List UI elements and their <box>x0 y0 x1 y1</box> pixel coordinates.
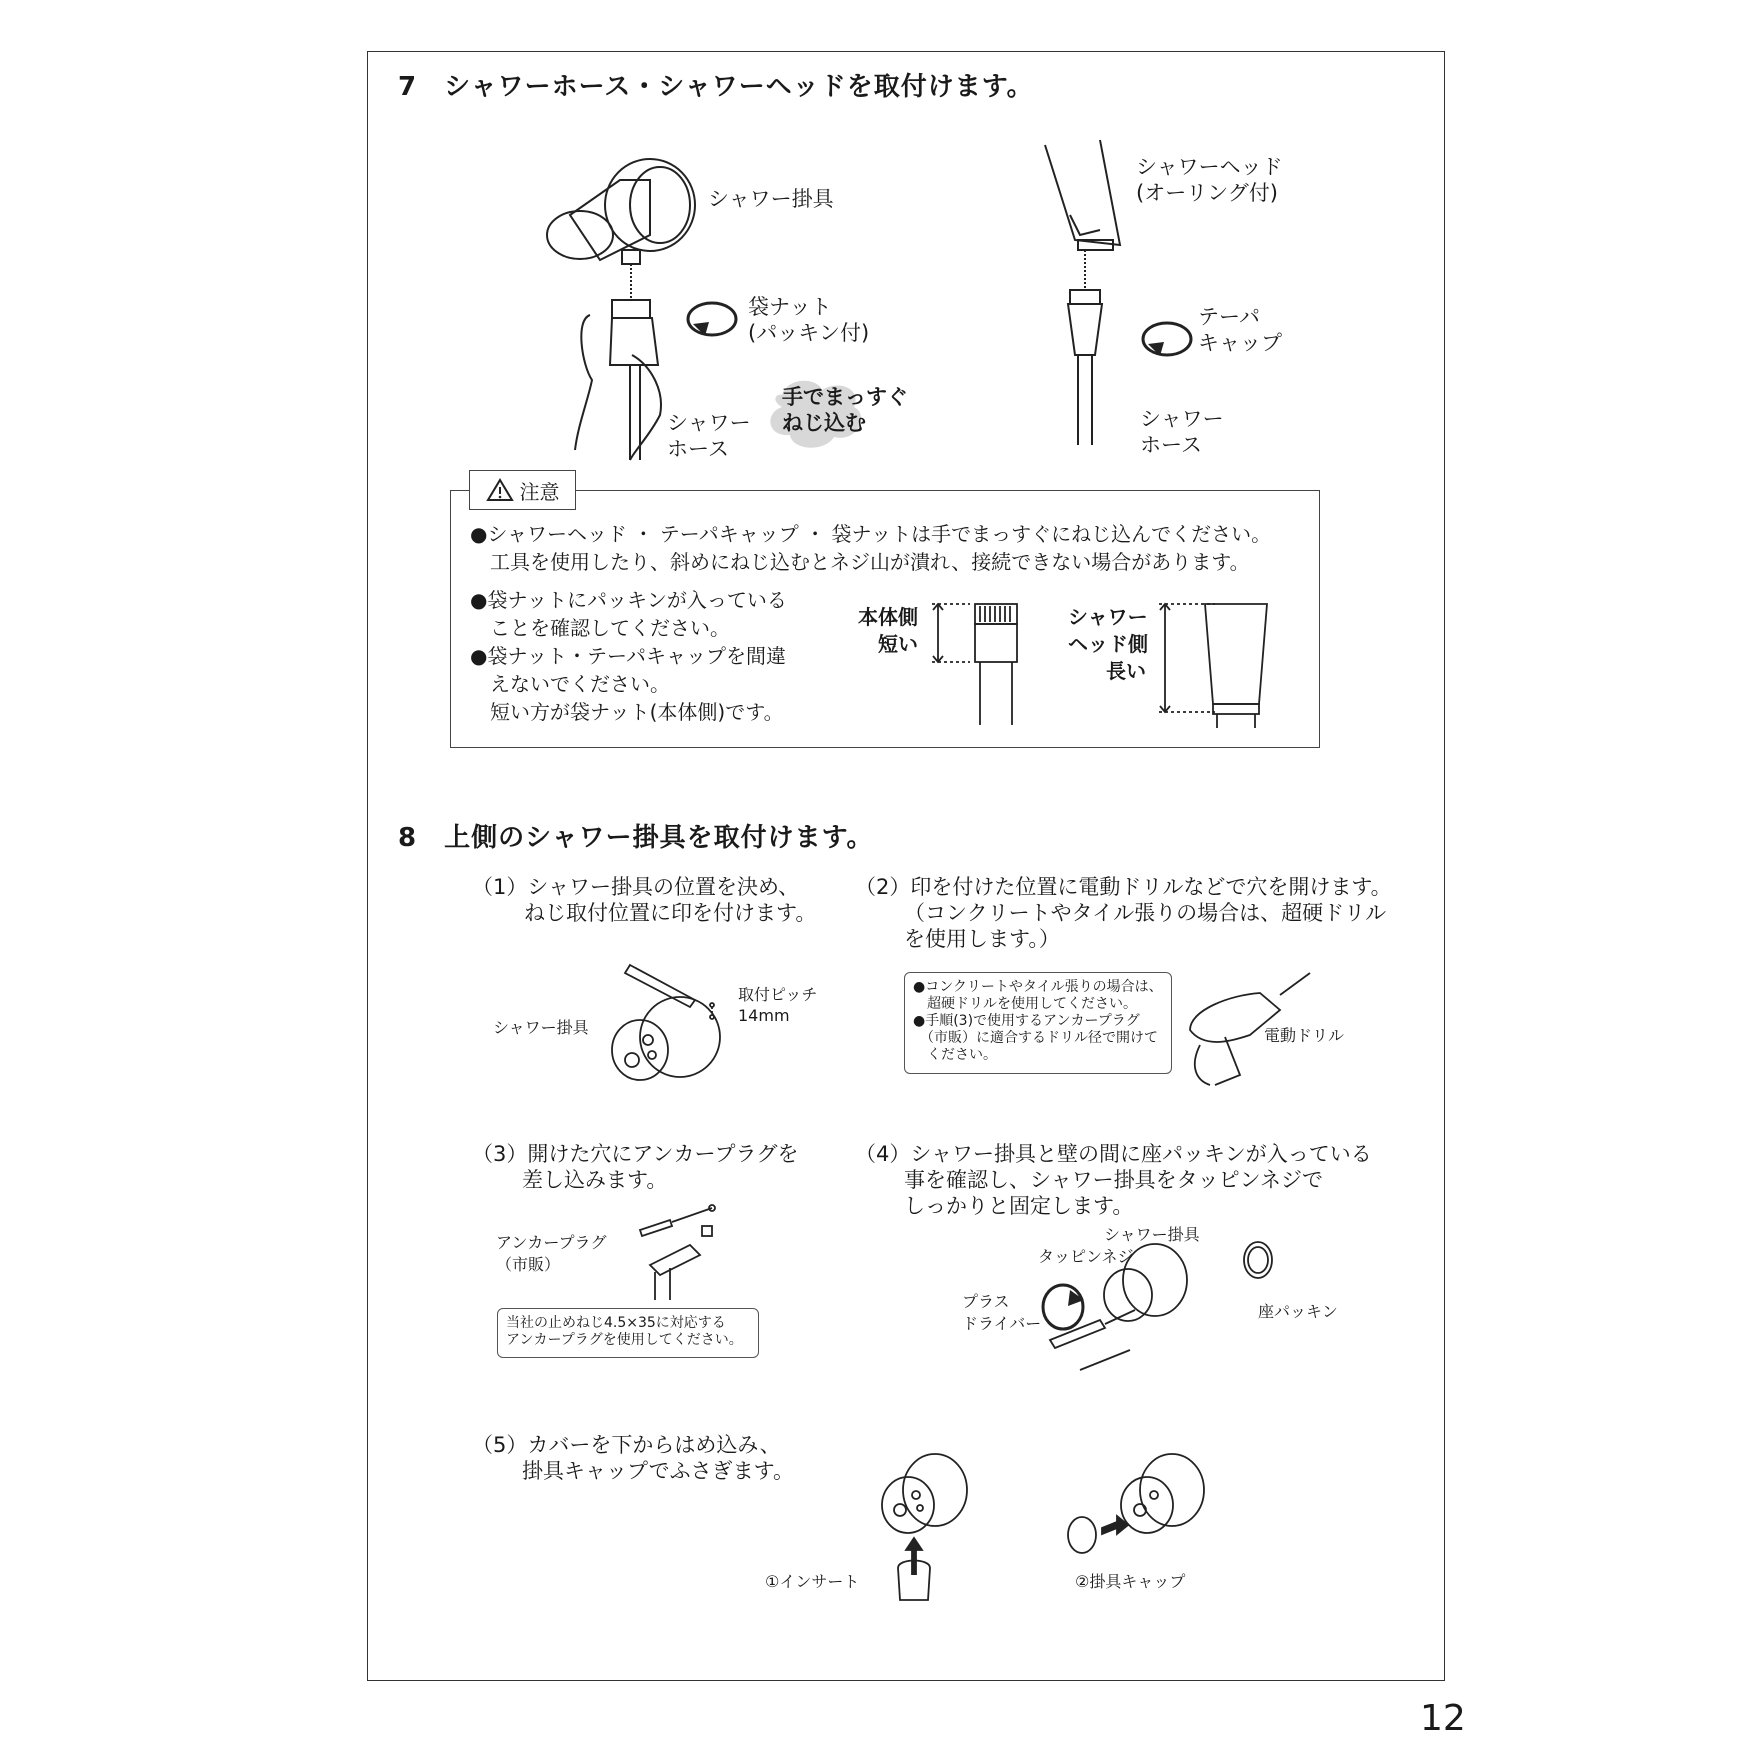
plug-label-2: （市販） <box>496 1255 561 1274</box>
caution-line-2: 工具を使用したり、斜めにねじ込むとネジ山が潰れ、接続できない場合があります。 <box>470 550 1250 574</box>
drill-note-box <box>904 972 1172 1074</box>
nut-label-2: (パッキン付) <box>748 321 870 345</box>
cap-label-2: キャップ <box>1198 331 1282 355</box>
packing-label: 座パッキン <box>1258 1302 1338 1321</box>
drill-note-3: ●手順(3)で使用するアンカープラグ <box>913 1013 1140 1029</box>
caution-bullet-3: ●袋ナット・テーパキャップを間違 <box>470 644 787 668</box>
s1-line-1: （1）シャワー掛具の位置を決め、 <box>472 875 800 899</box>
long-side-label-2: ヘッド側 <box>1068 632 1148 656</box>
hose-label-1: シャワー <box>667 411 751 435</box>
caution-bullet-5: 短い方が袋ナット(本体側)です。 <box>470 700 784 724</box>
drill-note-4: （市販）に適合するドリル径で開けて <box>913 1030 1158 1046</box>
s2-line-2: （コンクリートやタイル張りの場合は、超硬ドリル <box>904 901 1387 925</box>
s4-line-2: 事を確認し、シャワー掛具をタッピンネジで <box>904 1168 1323 1192</box>
insert-illustration <box>870 1450 980 1605</box>
caution-tab-label: 注意 <box>519 479 560 504</box>
long-cap-diagram <box>1155 600 1275 730</box>
caution-line-1: ●シャワーヘッド ・ テーパキャップ ・ 袋ナットは手でまっすぐにねじ込んでください。 <box>470 522 1272 546</box>
head-label-2: (オーリング付) <box>1136 181 1278 205</box>
caution-bullet-2: ことを確認してください。 <box>470 616 730 640</box>
cap-label: ②掛具キャップ <box>1075 1572 1186 1591</box>
s2-line-3: を使用します。） <box>904 927 1060 951</box>
plug-note-box <box>497 1308 759 1358</box>
cap-label-1: テーパ <box>1198 305 1260 329</box>
cap-illustration <box>1062 1450 1212 1570</box>
s5-line-1: （5）カバーを下からはめ込み、 <box>472 1433 781 1457</box>
rotate-arrow-icon <box>685 298 739 340</box>
s4-line-3: しっかりと固定します。 <box>904 1194 1134 1218</box>
short-side-label-1: 本体側 <box>858 605 918 629</box>
short-side-label-2: 短い <box>878 632 918 656</box>
warning-icon <box>486 478 514 502</box>
s5-line-2: 掛具キャップでふさぎます。 <box>522 1459 794 1483</box>
screw-label: タッピンネジ <box>1038 1247 1134 1266</box>
drill-note-5: ください。 <box>913 1047 997 1063</box>
driver-label-2: ドライバー <box>962 1314 1042 1333</box>
page-number: 12 <box>1420 1698 1466 1739</box>
hose-label-right-2: ホース <box>1140 433 1202 457</box>
drill-note-2: 超硬ドリルを使用してください。 <box>913 996 1137 1012</box>
s3-line-1: （3）開けた穴にアンカープラグを <box>472 1142 799 1166</box>
hose-label-2: ホース <box>667 437 729 461</box>
anchor-plug-illustration <box>630 1200 720 1305</box>
pitch-label-1: 取付ピッチ <box>738 985 818 1004</box>
caution-tab <box>469 470 576 510</box>
hose-label-right-1: シャワー <box>1140 407 1224 431</box>
s4-line-1: （4）シャワー掛具と壁の間に座パッキンが入っている <box>855 1142 1372 1166</box>
caution-bullet-1: ●袋ナットにパッキンが入っている <box>470 588 787 612</box>
nut-label-1: 袋ナット <box>748 295 832 319</box>
drill-label: 電動ドリル <box>1264 1026 1345 1045</box>
rotate-arrow-icon <box>1140 318 1194 360</box>
short-nut-diagram <box>930 600 1030 730</box>
insert-label: ①インサート <box>765 1572 860 1591</box>
long-side-label-3: 長い <box>1106 659 1146 683</box>
plug-label-1: アンカープラグ <box>496 1233 607 1252</box>
s1-holder-label: シャワー掛具 <box>493 1018 589 1037</box>
drill-note-1: ●コンクリートやタイル張りの場合は、 <box>913 979 1163 995</box>
long-side-label-1: シャワー <box>1068 605 1148 629</box>
step7-title: 7 シャワーホース・シャワーヘッドを取付けます。 <box>398 72 1034 102</box>
s1-line-2: ねじ取付位置に印を付けます。 <box>524 901 817 925</box>
plug-note-1: 当社の止めねじ4.5×35に対応する <box>506 1315 726 1331</box>
plug-note-2: アンカープラグを使用してください。 <box>506 1332 743 1348</box>
s3-line-2: 差し込みます。 <box>522 1168 668 1192</box>
s4-holder-label: シャワー掛具 <box>1104 1225 1200 1244</box>
cloud-text-2: ねじ込む <box>782 411 866 435</box>
holder-mark-illustration <box>600 955 740 1095</box>
head-label-1: シャワーヘッド <box>1136 155 1283 179</box>
holder-label: シャワー掛具 <box>708 187 834 211</box>
driver-label-1: プラス <box>962 1292 1010 1311</box>
rotate-arrow-icon <box>1038 1282 1088 1332</box>
cloud-text-1: 手でまっすぐ <box>782 385 908 409</box>
s2-line-1: （2）印を付けた位置に電動ドリルなどで穴を開けます。 <box>855 875 1392 899</box>
step8-title: 8 上側のシャワー掛具を取付けます。 <box>398 823 874 853</box>
caution-bullet-4: えないでください。 <box>470 672 670 696</box>
pitch-label-2: 14mm <box>738 1006 790 1025</box>
